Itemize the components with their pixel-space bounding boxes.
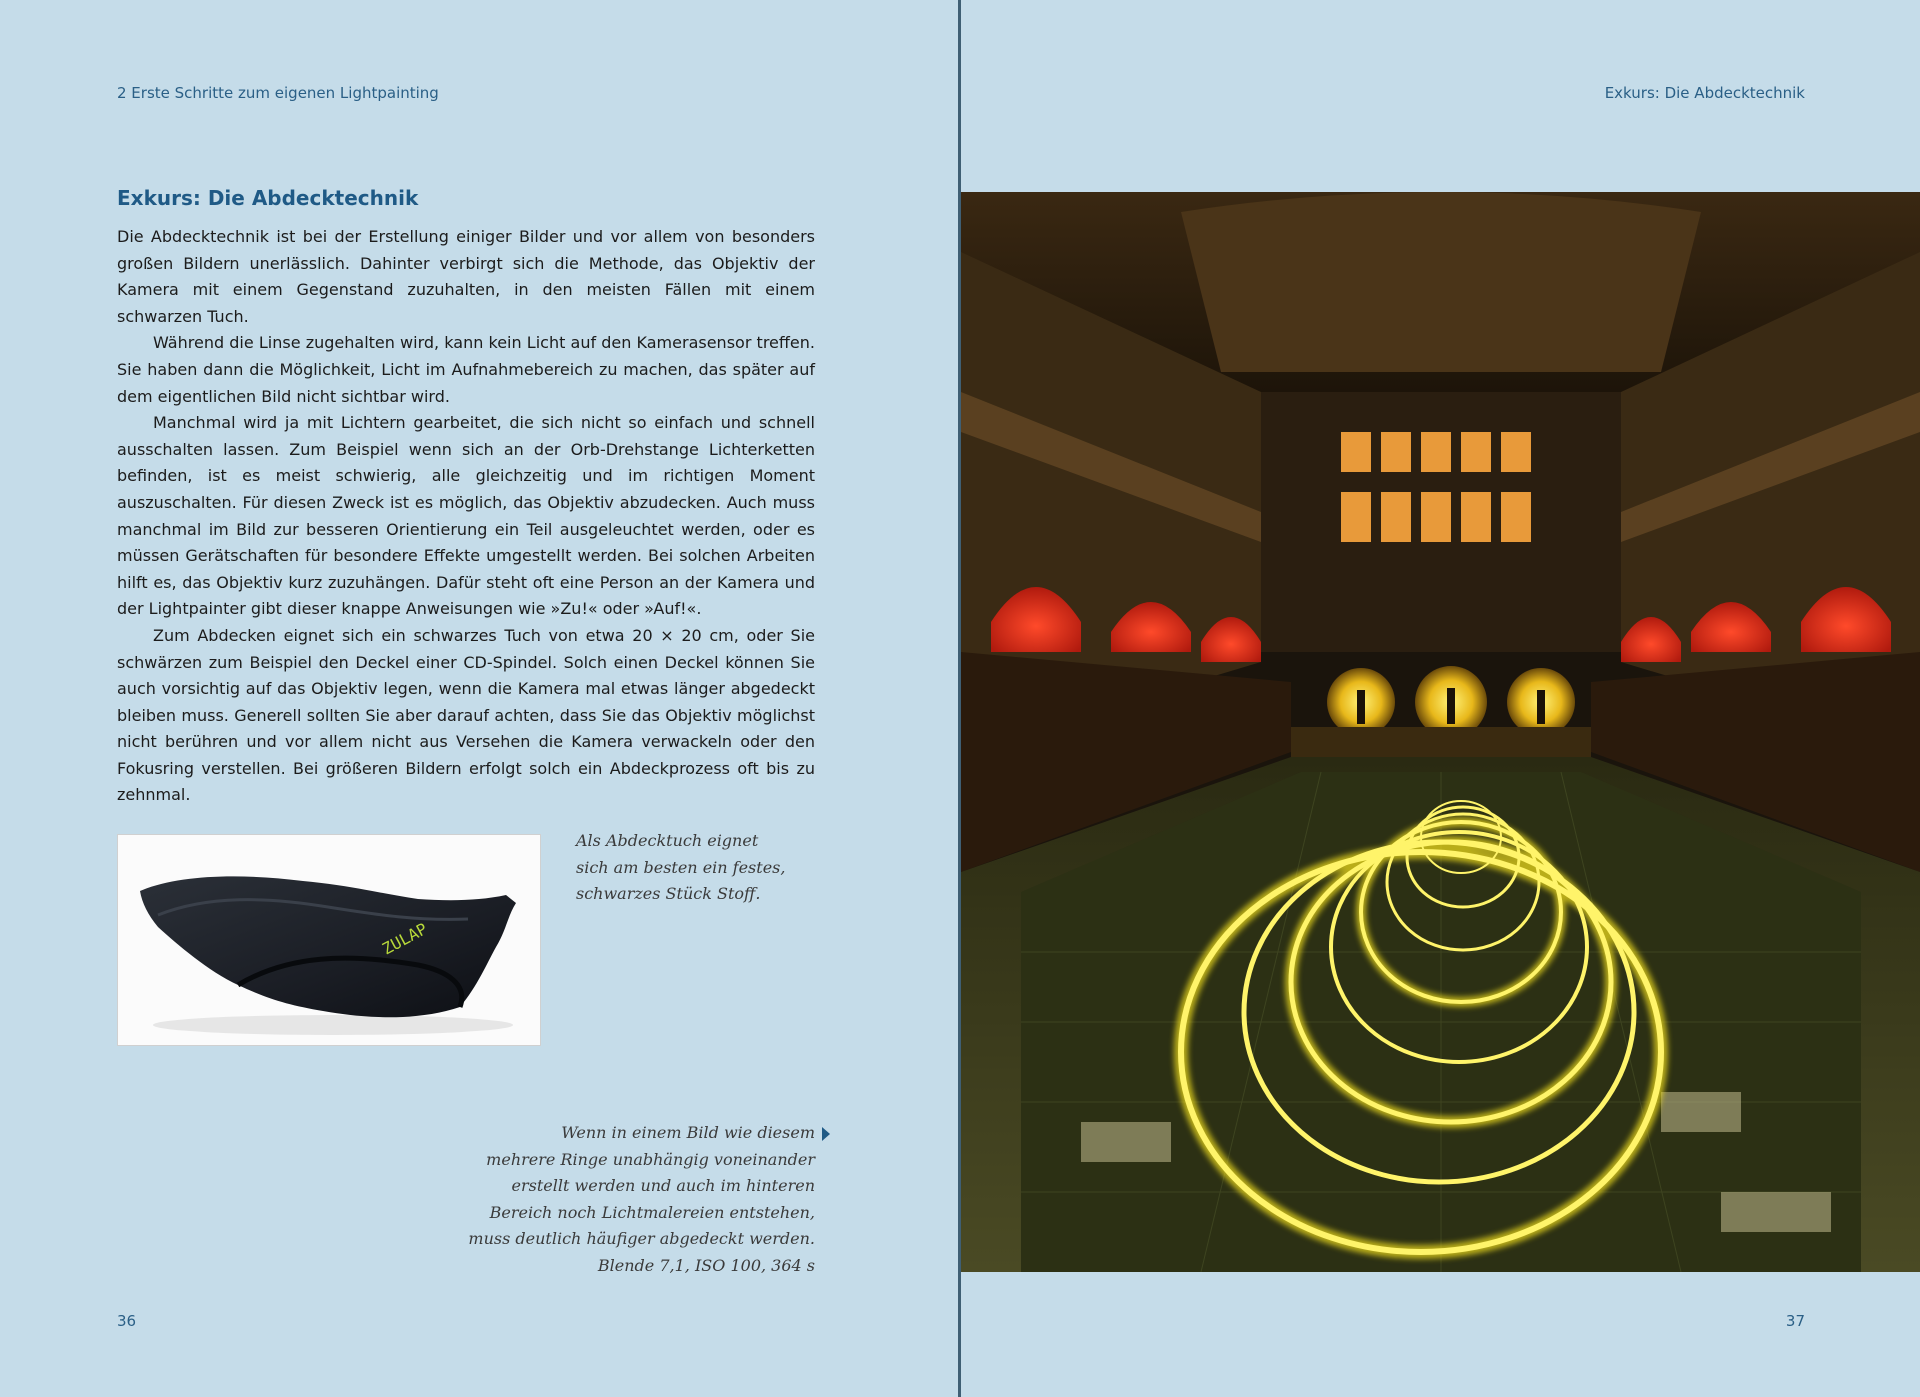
paragraph-3: Manchmal wird ja mit Lichtern gearbeitet, die sich nicht so einfach und schnell ausschalten lassen. Zum Beispiel wenn sich an der Orb-Drehstange Lichterketten befinden, ist es meist schwierig, alle gleichzeitig und im richtigen Moment auszuschalten. Für diesen Zweck ist es möglich, das Objektiv abzudecken. Auch muss manchmal im Bild zur besseren Orientierung ein Teil ausgeleuchtet werden, oder es müssen Gerätschaften für besondere Effekte umgestellt werden. Bei solchen Arbeiten hilft es, das Objektiv kurz zuzuhängen. Dafür steht oft eine Person an der Kamera und der Lightpainter gibt dieser knappe Anweisungen wie »Zu!« oder »Auf!«. [117,413,815,619]
caption-photo-line-5: muss deutlich häufiger abgedeckt werden. [468,1229,815,1248]
caption-photo-line-4: Bereich noch Lichtmalereien entstehen, [489,1202,815,1222]
body-text [117,224,815,809]
caption-photo-line-3: erstellt werden und auch im hinteren [511,1176,815,1195]
caption-photo-line-1: Wenn in einem Bild wie diesem [561,1123,815,1142]
caption-photo-line-2: mehrere Ringe unabhängig voneinander [486,1149,815,1169]
section-heading: Exkurs: Die Abdecktechnik [117,186,419,210]
cloth-label: ZULAP [378,919,431,959]
paragraph-4: Zum Abdecken eignet sich ein schwarzes Tuch von etwa 20 × 20 cm, oder Sie schwärzen zum Beispiel den Deckel einer CD-Spindel. Solch einen Deckel können Sie auch vorsichtig auf das Objektiv legen, wenn die Kamera mal etwas länger abgedeckt bleiben muss. Generell sollten Sie aber darauf achten, dass Sie das Objektiv möglichst nicht berühren und vor allem nicht aus Versehen die Kamera verwackeln oder den Fokusring verstellen. Bei größeren Bildern erfolgt solch ein Abdeckprozess oft bis zu zehnmal. [117,625,815,805]
caption-cloth-line-1: Als Abdecktuch eignet [576,831,759,850]
right-page [961,0,1920,1397]
paragraph-1: Die Abdecktechnik ist bei der Erstellung einiger Bilder und vor allem von besonders großen Bildern unerlässlich. Dahinter verbirgt sich die Methode, das Objektiv der Kamera mit einem Gegenstand zuzuhalten, in den meisten Fällen mit einem schwarzen Tuch. [117,227,815,326]
black-cloth-illustration [118,835,540,1045]
pool-hall-illustration [961,192,1920,1272]
triangle-right-icon [822,1127,830,1141]
light-rings-photo [961,192,1920,1272]
page-number-right: 37 [1785,1312,1805,1330]
caption-cloth-line-2: sich am besten ein festes, [576,857,786,877]
left-page [0,0,958,1397]
caption-photo [430,1120,815,1279]
black-cloth-photo [117,834,541,1046]
page-number-left: 36 [117,1312,137,1330]
caption-cloth-line-3: schwarzes Stück Stoff. [576,884,761,903]
running-head-right: Exkurs: Die Abdecktechnik [1604,84,1805,102]
caption-cloth [576,828,816,908]
caption-photo-line-6: Blende 7,1, ISO 100, 364 s [597,1255,815,1275]
running-head-left: 2 Erste Schritte zum eigenen Lightpainting [117,84,439,102]
paragraph-2: Während die Linse zugehalten wird, kann kein Licht auf den Kamerasensor treffen. Sie haben dann die Möglichkeit, Licht im Aufnahmebereich zu machen, das später auf dem eigentlichen Bild nicht sichtbar wird. [117,333,815,406]
